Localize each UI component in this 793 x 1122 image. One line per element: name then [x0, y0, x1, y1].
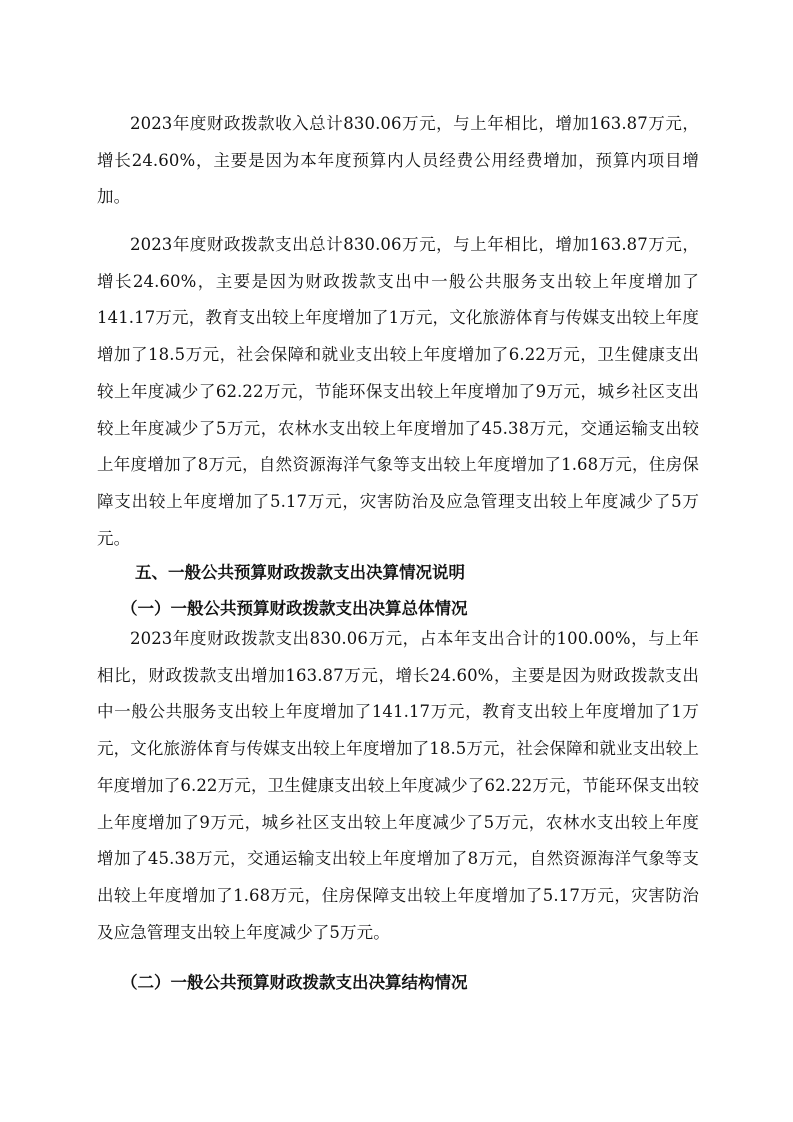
- paragraph-expense-total: 2023年度财政拨款支出总计830.06万元，与上年相比，增加163.87万元，增长24.60%，主要是因为财政拨款支出中一般公共服务支出较上年度增加了141.17万元，教育支出较上年度增加了1万元，文化旅游体育与传媒支出较上年度增加了18.5万元，社会保障和就业支出较上年度增加了6.22万元，卫生健康支出较上年度减少了62.22万元，节能环保支出较上年度增加了9万元，城乡社区支出较上年度减少了5万元，农林水支出较上年度增加了45.38万元，交通运输支出较上年度增加了8万元，自然资源海洋气象等支出较上年度增加了1.68万元，住房保障支出较上年度增加了5.17万元，灾害防治及应急管理支出较上年度减少了5万元。: [97, 235, 699, 548]
- subsection-heading-one: （一）一般公共预算财政拨款支出决算总体情况: [121, 599, 468, 618]
- paragraph-overall-situation: 2023年度财政拨款支出830.06万元，占本年支出合计的100.00%，与上年相比，财政拨款支出增加163.87万元，增长24.60%，主要是因为财政拨款支出中一般公共服务支出较上年度增加了141.17万元，教育支出较上年度增加了1万元，文化旅游体育与传媒支出较上年度增加了18.5万元，社会保障和就业支出较上年度增加了6.22万元，卫生健康支出较上年度减少了62.22万元，节能环保支出较上年度增加了9万元，城乡社区支出较上年度减少了5万元，农林水支出较上年度增加了45.38万元，交通运输支出较上年度增加了8万元，自然资源海洋气象等支出较上年度增加了1.68万元，住房保障支出较上年度增加了5.17万元，灾害防治及应急管理支出较上年度减少了5万元。: [97, 629, 699, 942]
- paragraph-income-total: 2023年度财政拨款收入总计830.06万元，与上年相比，增加163.87万元，增长24.60%，主要是因为本年度预算内人员经费公用经费增加，预算内项目增加。: [97, 114, 699, 207]
- subsection-heading-two: （二）一般公共预算财政拨款支出决算结构情况: [121, 973, 468, 992]
- section-heading-five: 五、一般公共预算财政拨款支出决算情况说明: [135, 563, 465, 582]
